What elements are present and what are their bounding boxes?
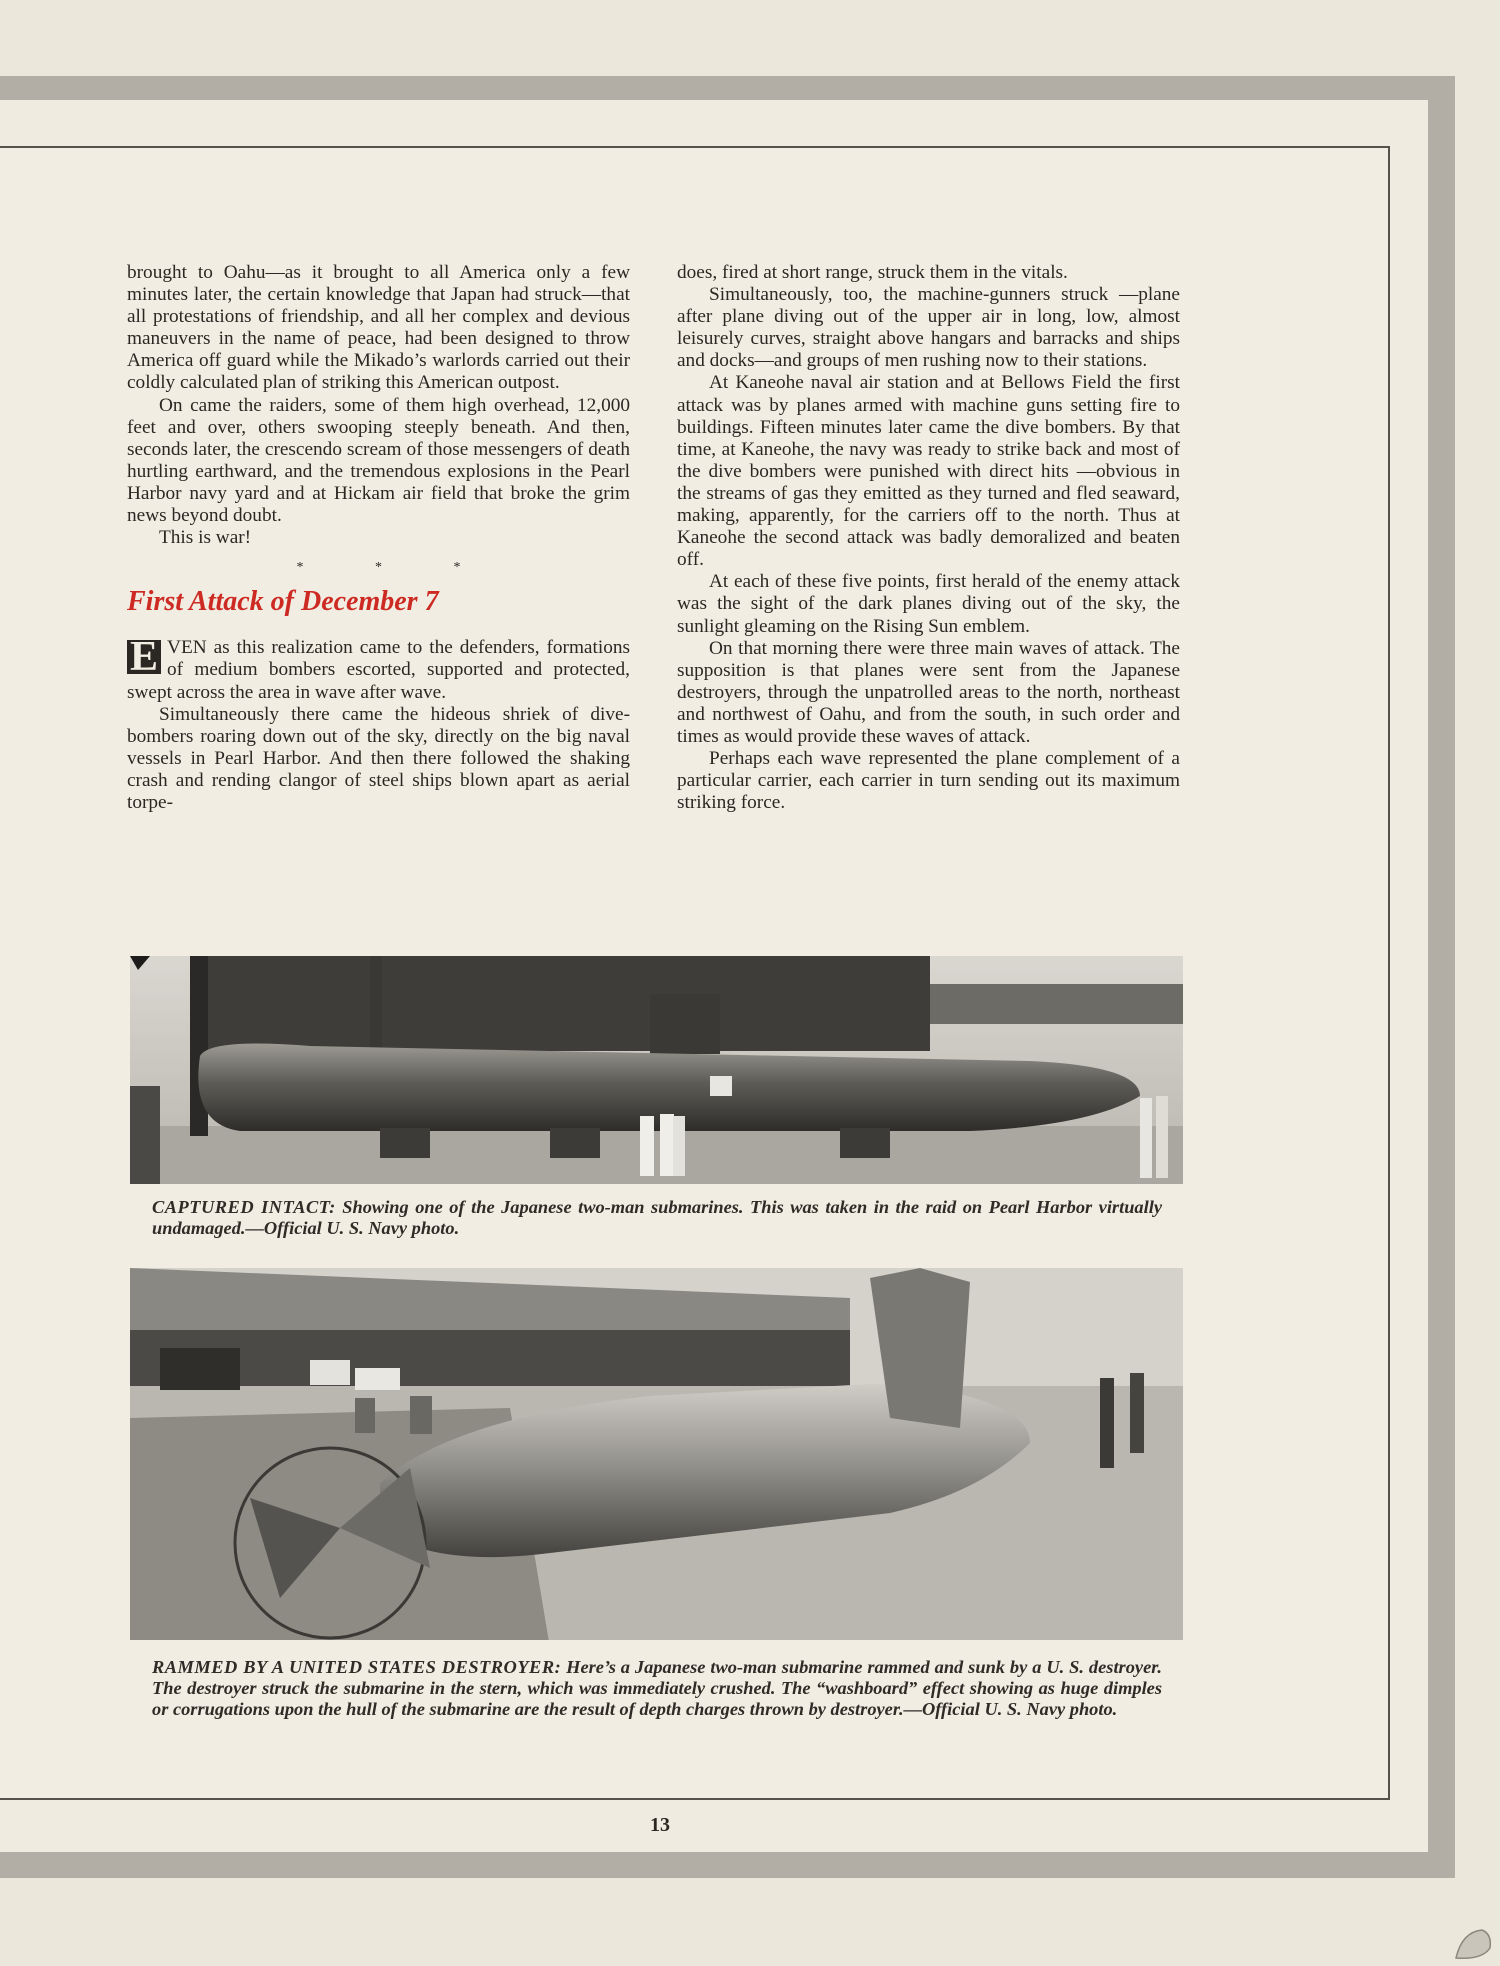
photo-caption-1 [152, 1197, 1162, 1239]
rammed-submarine-illustration [130, 1268, 1183, 1640]
section-separator: * * * [296, 560, 495, 576]
right-paragraph-4: At each of these five points, first herald of the enemy attack was the sight of the dark planes diving out of the sky, the sunlight gleaming on the Rising Sun emblem. [677, 571, 1180, 637]
caption-1-lead: CAPTURED INTACT: [152, 1197, 336, 1217]
right-paragraph-3: At Kaneohe naval air station and at Bellows Field the first attack was by planes armed with machine guns setting fire to buildings. Fifteen minutes later came the dive bombers. By that time, at Kaneohe, the navy was ready to strike back and most of the dive bombers were punished with direct hits —obvious in the streams of gas they emitted as they turned and fled seaward, making, apparently, for the carriers off to the north. Thus at Kaneohe the second attack was badly demoralized and beaten off. [677, 372, 1180, 571]
right-paragraph-6: Perhaps each wave represented the plane complement of a particular carrier, each carrier in turn sending out its maximum striking force. [677, 748, 1180, 814]
left-paragraph-1: brought to Oahu—as it brought to all America only a few minutes later, the certain knowledge that Japan had struck—that all protestations of friendship, and all her complex and devious maneuvers in the name of peace, had been designed to throw America off guard while the Mikado’s warlords carried out their coldly calculated plan of striking this American outpost. [127, 262, 630, 394]
left-column [127, 262, 630, 814]
caption-1-text: Showing one of the Japanese two-man submarines. This was taken in the raid on Pearl Harbor virtually undamaged.—Official U. S. Navy photo. [152, 1197, 1163, 1238]
photo-captured-submarine [130, 956, 1183, 1184]
corner-stamp-icon [1452, 1924, 1494, 1962]
right-paragraph-2: Simultaneously, too, the machine-gunners struck —plane after plane diving out of the upper air in long, low, almost leisurely curves, straight above hangars and barracks and ships and docks—and groups of men rushing now to their stations. [677, 284, 1180, 372]
drop-cap: E [127, 640, 161, 674]
caption-2-lead: RAMMED BY A UNITED STATES DESTROYER: [152, 1657, 562, 1677]
left-paragraph-2: On came the raiders, some of them high overhead, 12,000 feet and over, others swooping steeply beneath. And then, seconds later, the crescendo scream of those messengers of death hurtling earthward, and the tremendous explosions in the Pearl Harbor navy yard and at Hickam air field that broke the grim news beyond doubt. [127, 394, 630, 527]
photo-rammed-submarine [130, 1268, 1183, 1640]
section-heading: First Attack of December 7 [127, 586, 439, 618]
right-paragraph-1: does, fired at short range, struck them in the vitals. [677, 262, 1068, 283]
page-number: 13 [650, 1814, 670, 1836]
right-column [677, 262, 1180, 814]
photo-caption-2 [152, 1657, 1162, 1720]
section-paragraph-1-text: VEN as this realization came to the defenders, formations of medium bombers escorted, supported and protected, swept across the area in wave after wave. [127, 637, 630, 703]
submarine-photo-illustration [130, 956, 1183, 1184]
left-paragraph-3: This is war! [159, 527, 252, 549]
caption-2-text: Here’s a Japanese two-man submarine rammed and sunk by a U. S. destroyer. The destroyer struck the submarine in the stern, which was immediately crushed. The “washboard” effect showing as huge dimples or corrugations upon the hull of the submarine are the result of depth charges thrown by destroyer.—Official U. S. Navy photo. [152, 1657, 1162, 1719]
section-paragraph-1 [127, 634, 630, 703]
right-paragraph-5: On that morning there were three main waves of attack. The supposition is that planes were sent from the Japanese destroyers, through the unpatrolled areas to the north, northeast and northwest of Oahu, and from the south, in such order and times as would provide these waves of attack. [677, 637, 1180, 747]
section-paragraph-2: Simultaneously there came the hideous shriek of dive-bombers roaring down out of the sky, directly on the big naval vessels in Pearl Harbor. And then there followed the shaking crash and rending clangor of steel ships blown apart as aerial torpe- [127, 703, 630, 813]
